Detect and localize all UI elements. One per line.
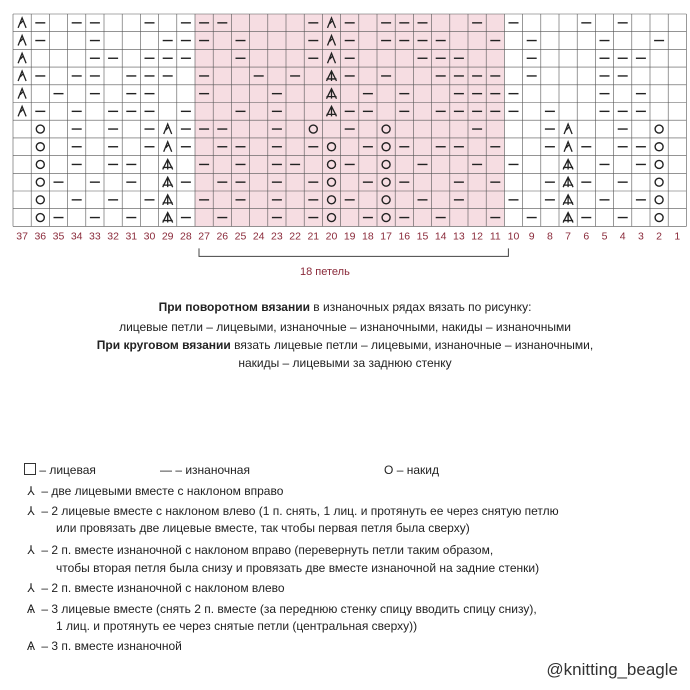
legend-yarn-over: O – накид <box>384 463 439 477</box>
column-label: 4 <box>619 230 626 243</box>
column-label: 28 <box>180 230 192 243</box>
decrease-mark <box>164 124 172 134</box>
column-label: 36 <box>34 230 47 243</box>
legend-k2tog-left-cont: или провязать две лицевые вместе, так чтобы первая петля была сверху) <box>56 521 470 535</box>
column-label: 21 <box>307 230 320 243</box>
triple-decrease-mark <box>163 213 173 223</box>
instruction-line-4: накиды – лицевыми за заднюю стенку <box>238 356 452 370</box>
legend-k3tog-cont: 1 лиц. и протянуть ее через снятые петли (центральная сверху)) <box>56 619 418 633</box>
column-label: 30 <box>143 230 156 243</box>
column-label: 35 <box>52 230 65 243</box>
column-label: 29 <box>161 230 174 243</box>
k2tog-right-icon: ⅄ <box>27 484 35 498</box>
decrease-mark <box>564 142 572 152</box>
watermark: @knitting_beagle <box>546 660 678 679</box>
column-label: 27 <box>198 230 210 243</box>
column-label: 14 <box>434 230 447 243</box>
yarn-over-mark <box>36 178 44 186</box>
column-label: 32 <box>107 230 119 243</box>
legend-k2tog-right: ⅄ – две лицевыми вместе с наклоном вправо <box>24 484 283 498</box>
yarn-over-mark <box>655 196 663 204</box>
repeat-label: 18 петель <box>300 266 350 278</box>
triple-decrease-mark <box>163 195 173 205</box>
legend-p2tog-right: ⅄ – 2 п. вместе изнаночной с наклоном вправо (перевернуть петли таким образом, <box>24 543 493 557</box>
column-label: 33 <box>89 230 101 243</box>
decrease-mark <box>18 18 26 28</box>
column-label: 17 <box>380 230 392 243</box>
p3tog-icon: Ѧ <box>26 639 35 653</box>
column-label: 18 <box>362 230 374 243</box>
yarn-over-mark <box>655 178 663 186</box>
yarn-over-mark <box>36 143 44 151</box>
column-label: 22 <box>289 230 301 243</box>
yarn-over-mark <box>36 196 44 204</box>
column-label: 12 <box>471 230 483 243</box>
column-label: 13 <box>453 230 465 243</box>
decrease-mark <box>564 124 572 134</box>
column-label: 37 <box>16 230 28 243</box>
knit-symbol-icon <box>24 463 36 475</box>
column-label: 2 <box>656 230 663 243</box>
legend-p2tog-left: ⅄ – 2 п. вместе изнаночной с наклоном влево <box>24 581 285 595</box>
decrease-mark <box>18 71 26 81</box>
yarn-over-mark <box>36 125 44 133</box>
column-label: 7 <box>565 230 572 243</box>
column-label: 15 <box>416 230 429 243</box>
column-label: 19 <box>343 230 356 243</box>
yarn-over-mark <box>655 160 663 168</box>
decrease-mark <box>18 36 26 46</box>
k3tog-icon: Ѧ <box>26 602 35 616</box>
column-label: 3 <box>637 230 644 243</box>
triple-decrease-mark <box>563 213 573 223</box>
column-label: 24 <box>252 230 265 243</box>
column-label: 6 <box>583 230 590 243</box>
column-label: 20 <box>325 230 338 243</box>
repeat-bracket <box>199 248 508 256</box>
column-label: 23 <box>271 230 283 243</box>
decrease-mark <box>18 106 26 116</box>
instruction-line-2: лицевые петли – лицевыми, изнаночные – изнаночными, накиды – изнаночными <box>119 320 571 334</box>
p2tog-right-icon: ⅄ <box>27 543 35 557</box>
decrease-mark <box>18 89 26 99</box>
yarn-over-mark <box>36 160 44 168</box>
column-label: 34 <box>70 230 83 243</box>
legend-k2tog-left: ⅄ – 2 лицевые вместе с наклоном влево (1 п. снять, 1 лиц. и протянуть ее через снятую петлю <box>24 504 559 518</box>
instruction-line-3: При круговом вязании вязать лицевые петли – лицевыми, изнаночные – изнаночными, <box>96 338 594 352</box>
legend-knit: – лицевая <box>24 463 96 477</box>
instruction-line-1: При поворотном вязании в изнаночных рядах вязать по рисунку: <box>158 300 532 314</box>
yarn-over-mark <box>655 125 663 133</box>
knitting-chart <box>0 0 690 280</box>
yarn-over-mark <box>655 143 663 151</box>
column-label: 10 <box>507 230 520 243</box>
decrease-mark <box>164 142 172 152</box>
purl-symbol-icon: — <box>160 463 172 477</box>
k2tog-left-icon: ⅄ <box>27 504 35 518</box>
triple-decrease-mark <box>163 177 173 187</box>
column-label: 9 <box>528 230 535 243</box>
triple-decrease-mark <box>563 159 573 169</box>
triple-decrease-mark <box>563 195 573 205</box>
p2tog-left-icon: ⅄ <box>27 581 35 595</box>
column-label: 25 <box>234 230 247 243</box>
triple-decrease-mark <box>563 177 573 187</box>
decrease-mark <box>18 53 26 63</box>
column-label: 16 <box>398 230 411 243</box>
yarn-over-icon: O <box>384 463 394 477</box>
yarn-over-mark <box>36 214 44 222</box>
yarn-over-mark <box>655 214 663 222</box>
column-label: 1 <box>674 230 681 243</box>
column-label: 11 <box>489 230 501 243</box>
column-label: 31 <box>125 230 138 243</box>
column-label: 8 <box>546 230 553 243</box>
legend-p2tog-right-cont: чтобы вторая петля была снизу и провязать две вместе изнаночной на задние стенки) <box>56 561 540 575</box>
legend-purl: — – изнаночная <box>160 463 250 477</box>
triple-decrease-mark <box>163 159 173 169</box>
legend-p3tog: Ѧ – 3 п. вместе изнаночной <box>24 639 182 653</box>
column-label: 5 <box>601 230 608 243</box>
legend-k3tog: Ѧ – 3 лицевые вместе (снять 2 п. вместе (за переднюю стенку спицу вводить спицу снизу), <box>24 602 537 616</box>
column-label: 26 <box>216 230 229 243</box>
